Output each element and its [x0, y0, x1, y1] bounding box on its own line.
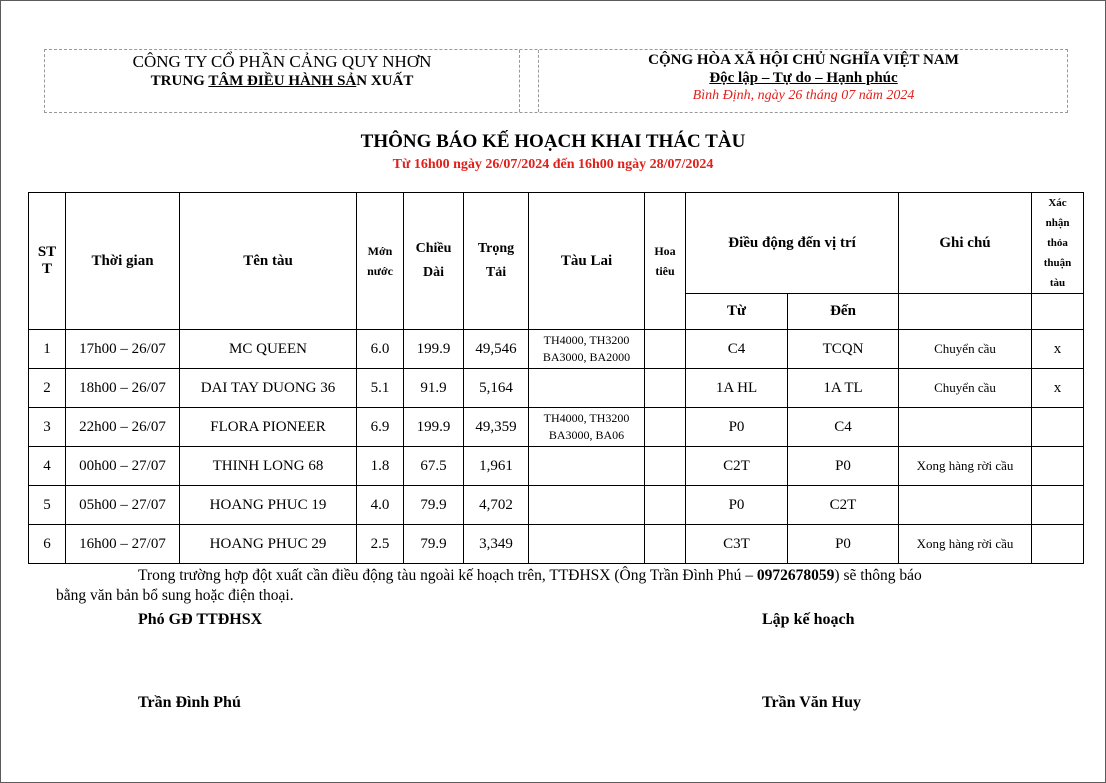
cell-tug — [529, 525, 645, 564]
cell-pilot — [645, 447, 686, 486]
cell-pilot — [645, 369, 686, 408]
cell-from: C3T — [686, 525, 788, 564]
cell-draft: 6.9 — [357, 408, 404, 447]
cell-note: Xong hàng rời cầu — [899, 447, 1032, 486]
cell-length: 91.9 — [404, 369, 464, 408]
cell-time: 17h00 – 26/07 — [66, 330, 180, 369]
cell-confirm — [1032, 408, 1084, 447]
cell-to: P0 — [788, 525, 899, 564]
cell-ship-name: HOANG PHUC 19 — [180, 486, 357, 525]
header-stt: ST T — [29, 193, 66, 330]
header-length: Chiều Dài — [404, 193, 464, 330]
cell-draft: 4.0 — [357, 486, 404, 525]
cell-pilot — [645, 408, 686, 447]
cell-note — [899, 486, 1032, 525]
header-time: Thời gian — [66, 193, 180, 330]
cell-stt: 5 — [29, 486, 66, 525]
issuer-block — [45, 50, 520, 112]
cell-to: C4 — [788, 408, 899, 447]
cell-tug — [529, 486, 645, 525]
header-note: Ghi chú — [899, 193, 1032, 294]
national-block — [538, 50, 1068, 112]
cell-note: Chuyển cầu — [899, 330, 1032, 369]
national-title: CỘNG HÒA XÃ HỘI CHỦ NGHĨA VIỆT NAM — [648, 52, 959, 68]
cell-tug: TH4000, TH3200 BA3000, BA2000 — [529, 330, 645, 369]
cell-time: 18h00 – 26/07 — [66, 369, 180, 408]
cell-to: 1A TL — [788, 369, 899, 408]
cell-length: 199.9 — [404, 408, 464, 447]
header-from: Từ — [686, 294, 788, 330]
table-row — [29, 525, 1084, 564]
notice-line-2: bằng văn bản bổ sung hoặc điện thoại. — [56, 587, 294, 604]
table-row — [29, 447, 1084, 486]
cell-pilot — [645, 525, 686, 564]
cell-ship-name: FLORA PIONEER — [180, 408, 357, 447]
cell-ship-name: DAI TAY DUONG 36 — [180, 369, 357, 408]
cell-tonnage: 5,164 — [464, 369, 529, 408]
ship-plan-table — [28, 192, 1084, 564]
cell-ship-name: THINH LONG 68 — [180, 447, 357, 486]
cell-note — [899, 408, 1032, 447]
national-motto: Độc lập – Tự do – Hạnh phúc — [709, 70, 898, 86]
cell-confirm — [1032, 447, 1084, 486]
document-title: THÔNG BÁO KẾ HOẠCH KHAI THÁC TÀU — [360, 131, 746, 152]
cell-note: Xong hàng rời cầu — [899, 525, 1032, 564]
cell-to: P0 — [788, 447, 899, 486]
header-confirm: Xác nhận thỏa thuận tàu — [1032, 193, 1084, 294]
cell-time: 22h00 – 26/07 — [66, 408, 180, 447]
header-move-to: Điều động đến vị trí — [686, 193, 899, 294]
cell-from: P0 — [686, 486, 788, 525]
cell-stt: 2 — [29, 369, 66, 408]
header-pilot: Hoa tiêu — [645, 193, 686, 330]
header-ship-name: Tên tàu — [180, 193, 357, 330]
notice-paragraph — [56, 566, 1046, 606]
header-tug: Tàu Lai — [529, 193, 645, 330]
cell-ship-name: HOANG PHUC 29 — [180, 525, 357, 564]
cell-tonnage: 4,702 — [464, 486, 529, 525]
cell-tonnage: 49,546 — [464, 330, 529, 369]
cell-tonnage: 1,961 — [464, 447, 529, 486]
cell-time: 16h00 – 27/07 — [66, 525, 180, 564]
cell-confirm: x — [1032, 369, 1084, 408]
cell-tug — [529, 369, 645, 408]
cell-time: 05h00 – 27/07 — [66, 486, 180, 525]
cell-tonnage: 3,349 — [464, 525, 529, 564]
cell-stt: 4 — [29, 447, 66, 486]
cell-ship-name: MC QUEEN — [180, 330, 357, 369]
cell-from: 1A HL — [686, 369, 788, 408]
header-confirm-sub — [1032, 294, 1084, 330]
department-name-part-2: TÂM ĐIỀU HÀNH SẢ — [208, 73, 357, 89]
cell-to: TCQN — [788, 330, 899, 369]
cell-from: P0 — [686, 408, 788, 447]
table-row — [29, 486, 1084, 525]
header-note-sub — [899, 294, 1032, 330]
document-header — [44, 49, 1068, 113]
cell-draft: 5.1 — [357, 369, 404, 408]
document-subtitle: Từ 16h00 ngày 26/07/2024 đến 16h00 ngày 28/07/2024 — [392, 157, 714, 172]
department-name-part-3: N XUẤT — [356, 73, 414, 89]
header-to: Đến — [788, 294, 899, 330]
department-name — [45, 73, 519, 90]
cell-tonnage: 49,359 — [464, 408, 529, 447]
table-row — [29, 330, 1084, 369]
cell-note: Chuyển cầu — [899, 369, 1032, 408]
signer-role-left: Phó GĐ TTĐHSX — [138, 611, 263, 628]
cell-length: 79.9 — [404, 486, 464, 525]
header-tonnage: Trọng Tải — [464, 193, 529, 330]
table-header — [29, 193, 1084, 330]
signer-name-right: Trần Văn Huy — [762, 694, 861, 711]
table-row — [29, 369, 1084, 408]
notice-line-1: Trong trường hợp đột xuất cần điều động tàu ngoài kế hoạch trên, TTĐHSX (Ông Trần Đình Phú – 0972678059) sẽ thông báo — [138, 567, 922, 584]
table-body — [29, 330, 1084, 564]
cell-pilot — [645, 330, 686, 369]
cell-to: C2T — [788, 486, 899, 525]
header-draft: Mớn nước — [357, 193, 404, 330]
company-name: CÔNG TY CỔ PHẦN CẢNG QUY NHƠN — [132, 52, 432, 71]
signer-name-left: Trần Đình Phú — [138, 694, 241, 711]
cell-confirm — [1032, 525, 1084, 564]
cell-confirm — [1032, 486, 1084, 525]
date-place: Bình Định, ngày 26 tháng 07 năm 2024 — [692, 88, 915, 103]
cell-confirm: x — [1032, 330, 1084, 369]
cell-stt: 1 — [29, 330, 66, 369]
cell-length: 79.9 — [404, 525, 464, 564]
cell-from: C2T — [686, 447, 788, 486]
signer-role-right: Lập kế hoạch — [762, 611, 855, 628]
cell-stt: 3 — [29, 408, 66, 447]
cell-pilot — [645, 486, 686, 525]
department-name-part-1: TRUNG — [150, 73, 209, 89]
cell-from: C4 — [686, 330, 788, 369]
cell-length: 199.9 — [404, 330, 464, 369]
table-row — [29, 408, 1084, 447]
cell-draft: 6.0 — [357, 330, 404, 369]
cell-draft: 1.8 — [357, 447, 404, 486]
cell-draft: 2.5 — [357, 525, 404, 564]
cell-tug — [529, 447, 645, 486]
contact-phone: 0972678059 — [756, 567, 835, 584]
cell-length: 67.5 — [404, 447, 464, 486]
cell-stt: 6 — [29, 525, 66, 564]
cell-time: 00h00 – 27/07 — [66, 447, 180, 486]
cell-tug: TH4000, TH3200 BA3000, BA06 — [529, 408, 645, 447]
